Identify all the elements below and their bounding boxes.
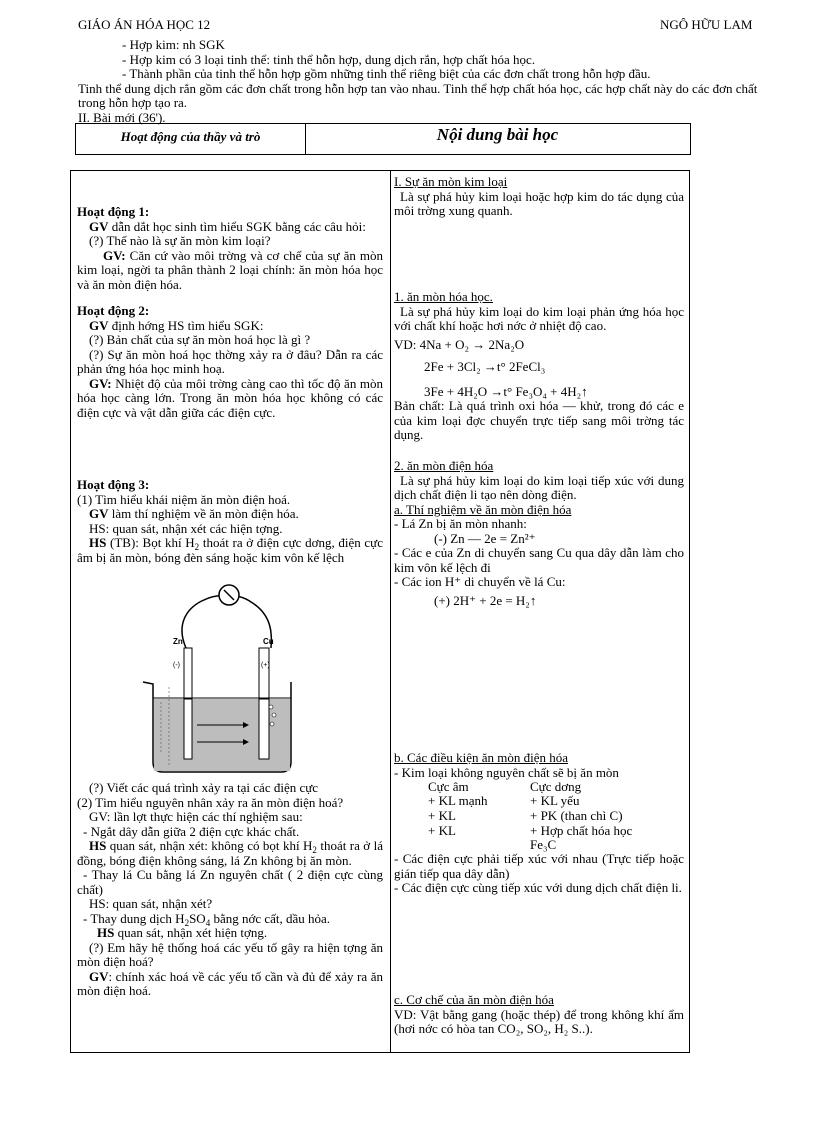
- section-2: 2. ăn mòn điện hóa Là sự phá hủy kim loại do kim loại tiếp xúc với dung dịch chất điện li tạo nên dòng điện. a. Thí nghiệm về ăn mòn điện hóa - Lá Zn bị ăn mòn nhanh: (-) Zn — 2e = Zn²⁺ - Các e của Zn di chuyển sang Cu qua dây dẫn làm cho kim vôn kế lệch đi - Các ion H⁺ di chuyển về lá Cu: (+) 2H⁺ + 2e = H₂↑: [394, 458, 684, 608]
- positive-electrode-label: (+): [261, 662, 270, 669]
- section-2c: c. Cơ chế của ăn mòn điện hóa VD: Vật bằng gang (hoặc thép) để trong không khí ẩm (hơi nớc có hòa tan CO₂, SO₂, H₂ S..).: [394, 992, 684, 1036]
- section-1a: 1. ăn mòn hóa học. Là sự phá hủy kim loại do kim loại phản ứng hóa học với chất khí hoặc hơi nớc ở nhiệt độ cao. VD: 4Na + O₂ → 2Na₂O 2Fe + 3Cl₂ →t° 2FeCl₃ 3Fe + 4H₂O →t° Fe₃O₄ + 4H₂↑ Bản chất: Là quá trình oxi hóa — khử, trong đó các e của kim loại đợc chuyển trực tiếp sang môi trờng tác dụng.: [394, 289, 684, 442]
- lesson-table: [70, 170, 690, 1053]
- activity-title: Hoạt động 2:: [77, 303, 150, 318]
- galvanic-cell-figure: [131, 582, 321, 777]
- table-header-col1: Hoạt động của thầy và trò: [120, 129, 261, 144]
- activity-title: Hoạt động 3:: [77, 477, 150, 492]
- activity-2: Hoạt động 2: GV định hớng HS tìm hiểu SGK: (?) Bản chất của sự ăn mòn hoá học là gì ? (?) Sự ăn mòn hoá học thờng xảy ra ở đâu? Dẫn ra các phản ứng hóa học minh hoạ. GV: Nhiệt độ của môi trờng càng cao thì tốc độ ăn mòn hóa học càng lớn. Trong ăn mòn hóa học không có các điện cực và vật dẫn giữa các điện cực.: [77, 303, 383, 420]
- negative-electrode-label: (-): [173, 662, 180, 669]
- equation: (-) Zn — 2e = Zn²⁺: [434, 530, 536, 546]
- section-2b: b. Các điều kiện ăn mòn điện hóa - Kim loại không nguyên chất sẽ bị ăn mòn Cực âm Cực dơng + KL mạnh + KL yếu + KL + PK (than chì C) + KL + Hợp chất hóa học Fe₃C - Các điện cực phải tiếp xúc với nhau (Trực tiếp hoặc gián tiếp qua dây dẫn) - Các điện cực cùng tiếp xúc với dung dịch chất điện li.: [394, 750, 684, 895]
- intro-line: - Hợp kim: nh SGK: [122, 37, 225, 52]
- section-title: I. Sự ăn mòn kim loại: [394, 174, 508, 189]
- intro-line: Tinh thể dung dịch rắn gồm các đơn chất trong hỗn hợp tan vào nhau. Tinh thể hợp chất hóa học, các hợp chất này do các đơn chất trong hỗn hợp tạo ra.: [78, 80, 758, 110]
- equation: (+) 2H⁺ + 2e = H₂↑: [434, 592, 537, 608]
- activity-title: Hoạt động 1:: [77, 204, 150, 219]
- equation: VD: 4Na + O₂ → 2Na₂O: [394, 336, 525, 352]
- intro-line: - Thành phần của tinh thể hỗn hợp gồm những tinh thể riêng biệt của các đơn chất trong hỗn hợp đầu.: [122, 66, 651, 81]
- section-heading: II. Bài mới (36').: [78, 109, 166, 125]
- header-right: NGÔ HỮU LAM: [660, 17, 753, 32]
- cu-label: Cu: [263, 637, 274, 646]
- equation: 2Fe + 3Cl₂ →t° 2FeCl₃: [424, 359, 546, 374]
- header-left: GIÁO ÁN HÓA HỌC 12: [78, 17, 211, 32]
- table-header: [75, 123, 691, 155]
- activity-1: Hoạt động 1: GV dẫn dắt học sinh tìm hiểu SGK bằng các câu hỏi: (?) Thế nào là sự ăn mòn kim loại? GV: Căn cứ vào môi trờng và cơ chế của sự ăn mòn kim loại, ngời ta phân thành 2 loại chính: ăn mòn hóa học và ăn mòn điện hóa.: [77, 204, 383, 292]
- conditions-table: Cực âm Cực dơng + KL mạnh + KL yếu + KL + PK (than chì C) + KL + Hợp chất hóa học Fe₃C: [428, 779, 633, 852]
- table-header-col2: Nội dung bài học: [436, 125, 559, 144]
- intro: [78, 38, 778, 125]
- section-1: I. Sự ăn mòn kim loại Là sự phá hủy kim loại hoặc hợp kim do tác dụng của môi trờng xung quanh.: [394, 174, 684, 218]
- activity-3: Hoạt động 3: (1) Tìm hiểu khái niệm ăn mòn điện hoá. GV làm thí nghiệm về ăn mòn điện hóa. HS: quan sát, nhận xét các hiện tợng. HS (TB): Bọt khí $H_2$ thoát ra ở điện cực dơng, điện cực âm bị ăn mòn, bóng đèn sáng hoặc kim vôn kế lệch: [77, 477, 384, 565]
- zn-label: Zn: [173, 637, 183, 646]
- equation: 3Fe + 4H₂O →t° Fe₃O₄ + 4H₂↑: [424, 383, 588, 399]
- intro-line: - Hợp kim có 3 loại tinh thể: tinh thể hỗn hợp, dung dịch rắn, hợp chất hóa học.: [122, 51, 536, 67]
- activity-3-continued: (?) Viết các quá trình xảy ra tại các điện cực (2) Tìm hiểu nguyên nhân xảy ra ăn mòn điện hoá? GV: lần lợt thực hiện các thí nghiệm sau: - Ngắt dây dẫn giữa 2 điện cực khác chất. HS quan sát, nhận xét: không có bọt khí $H_2$ thoát ra ở lá đồng, bóng điện không sáng, lá Zn không bị ăn mòn. - Thay lá Cu bằng lá Zn nguyên chất ( 2 điện cực cùng chất) HS: quan sát, nhận xét? - Thay dung dịch $H_2SO_4$ bằng nớc cất, dầu hỏa. HS quan sát, nhận xét hiện tợng. (?) Em hãy hệ thống hoá các yếu tố gây ra hiện tợng ăn mòn điện hoá? GV: chính xác hoá về các yếu tố cần và đủ để xảy ra ăn mòn điện hoá.: [77, 780, 383, 998]
